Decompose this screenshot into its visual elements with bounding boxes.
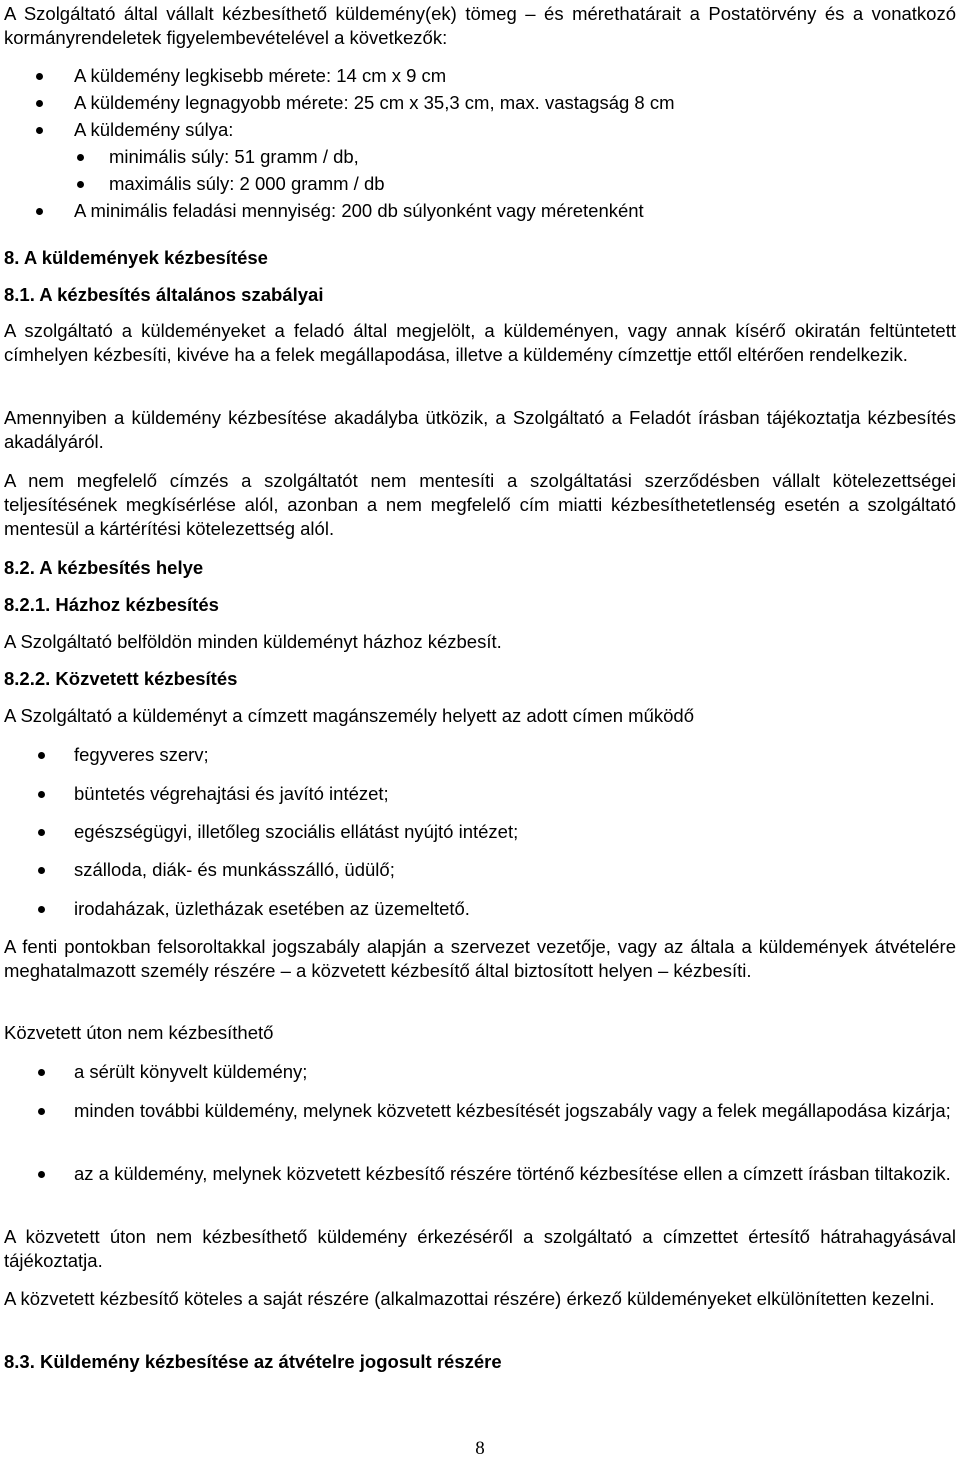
list-item-text: büntetés végrehajtási és javító intézet; xyxy=(74,783,389,804)
list-item-text: A küldemény súlya: xyxy=(74,119,234,140)
bullet-icon xyxy=(36,208,43,215)
intro-paragraph: A Szolgáltató által vállalt kézbesíthető küldemény(ek) tömeg – és mérethatárait a Postatörvény és a vonatkozó kormányrendeletek figyelembevételével a következők: xyxy=(4,3,956,48)
paragraph: A Szolgáltató a küldeményt a címzett magánszemély helyett az adott címen működő xyxy=(4,705,694,726)
bullet-icon xyxy=(38,752,45,759)
list-item xyxy=(4,897,904,921)
paragraph: A fenti pontokban felsoroltakkal jogszabály alapján a szervezet vezetője, vagy az általa a küldemények átvételére meghatalmazott személy részére – a közvetett kézbesítő által biztosított helyen – kézbesíti. xyxy=(4,936,956,981)
bullet-icon xyxy=(77,154,84,161)
bullet-icon xyxy=(36,73,43,80)
bullet-icon xyxy=(38,1171,45,1178)
bullet-icon xyxy=(38,1108,45,1115)
bullet-icon xyxy=(36,100,43,107)
list-item xyxy=(4,91,904,115)
list-item-text: irodaházak, üzletházak esetében az üzemeltető. xyxy=(74,898,470,919)
list-item-text: fegyveres szerv; xyxy=(74,744,209,765)
paragraph: Amennyiben a küldemény kézbesítése akadályba ütközik, a Szolgáltató a Feladót írásban tájékoztatja kézbesítés akadályáról. xyxy=(4,407,956,452)
list-item-text: minden további küldemény, melynek közvetett kézbesítését jogszabály vagy a felek megállapodása kizárja; xyxy=(74,1100,951,1121)
section-heading: 8.1. A kézbesítés általános szabályai xyxy=(4,284,324,305)
list-item-text: A küldemény legkisebb mérete: 14 cm x 9 cm xyxy=(74,65,447,86)
page-number: 8 xyxy=(475,1438,485,1459)
list-item-text: az a küldemény, melynek közvetett kézbesítő részére történő kézbesítése ellen a címzett írásban tiltakozik. xyxy=(74,1163,951,1184)
list-item xyxy=(4,820,904,844)
list-item-text: egészségügyi, illetőleg szociális ellátást nyújtó intézet; xyxy=(74,821,519,842)
list-item-text: A minimális feladási mennyiség: 200 db súlyonként vagy méretenként xyxy=(74,200,644,221)
paragraph: A nem megfelelő címzés a szolgáltatót nem mentesíti a szolgáltatási szerződésben vállalt kötelezettségei teljesítésének megkísérlése alól, azonban a nem megfelelő cím miatti kézbesíthetetlenség esetén a szolgáltató mentesül a kártérítési kötelezettség alól. xyxy=(4,470,956,539)
section-heading: 8.2.1. Házhoz kézbesítés xyxy=(4,594,219,615)
list-item-text: maximális súly: 2 000 gramm / db xyxy=(109,173,385,194)
list-item xyxy=(4,1162,956,1186)
section-heading: 8.3. Küldemény kézbesítése az átvételre jogosult részére xyxy=(4,1351,502,1372)
section-heading: 8. A küldemények kézbesítése xyxy=(4,247,268,268)
bullet-icon xyxy=(77,181,84,188)
section-heading: 8.2. A kézbesítés helye xyxy=(4,557,204,578)
paragraph: Közvetett úton nem kézbesíthető xyxy=(4,1022,274,1043)
list-item xyxy=(4,145,904,169)
list-item-text: szálloda, diák- és munkásszálló, üdülő; xyxy=(74,859,395,880)
paragraph: A szolgáltató a küldeményeket a feladó által megjelölt, a küldeményen, vagy annak kísérő okiratán feltüntetett címhelyen kézbesíti, kivéve ha a felek megállapodása, illetve a küldemény címzettje ettől eltérően rendelkezik. xyxy=(4,320,956,365)
paragraph: A közvetett kézbesítő köteles a saját részére (alkalmazottai részére) érkező küldeményeket elkülönítetten kezelni. xyxy=(4,1288,935,1309)
bullet-icon xyxy=(36,127,43,134)
list-item xyxy=(4,64,904,88)
paragraph: A Szolgáltató belföldön minden küldeményt házhoz kézbesít. xyxy=(4,631,502,652)
list-item xyxy=(4,782,904,806)
bullet-icon xyxy=(38,906,45,913)
section-heading: 8.2.2. Közvetett kézbesítés xyxy=(4,668,238,689)
bullet-icon xyxy=(38,791,45,798)
list-item xyxy=(4,1060,956,1084)
list-item xyxy=(4,118,904,142)
bullet-icon xyxy=(38,867,45,874)
bullet-icon xyxy=(38,829,45,836)
bullet-icon xyxy=(38,1069,45,1076)
list-item xyxy=(4,858,904,882)
list-item xyxy=(4,743,904,767)
list-item xyxy=(4,172,904,196)
list-item-text: minimális súly: 51 gramm / db, xyxy=(109,146,359,167)
list-item-text: a sérült könyvelt küldemény; xyxy=(74,1061,308,1082)
paragraph: A közvetett úton nem kézbesíthető küldemény érkezéséről a szolgáltató a címzettet értesítő hátrahagyásával tájékoztatja. xyxy=(4,1226,956,1271)
list-item xyxy=(4,199,904,223)
list-item-text: A küldemény legnagyobb mérete: 25 cm x 35,3 cm, max. vastagság 8 cm xyxy=(74,92,675,113)
list-item xyxy=(4,1099,956,1123)
